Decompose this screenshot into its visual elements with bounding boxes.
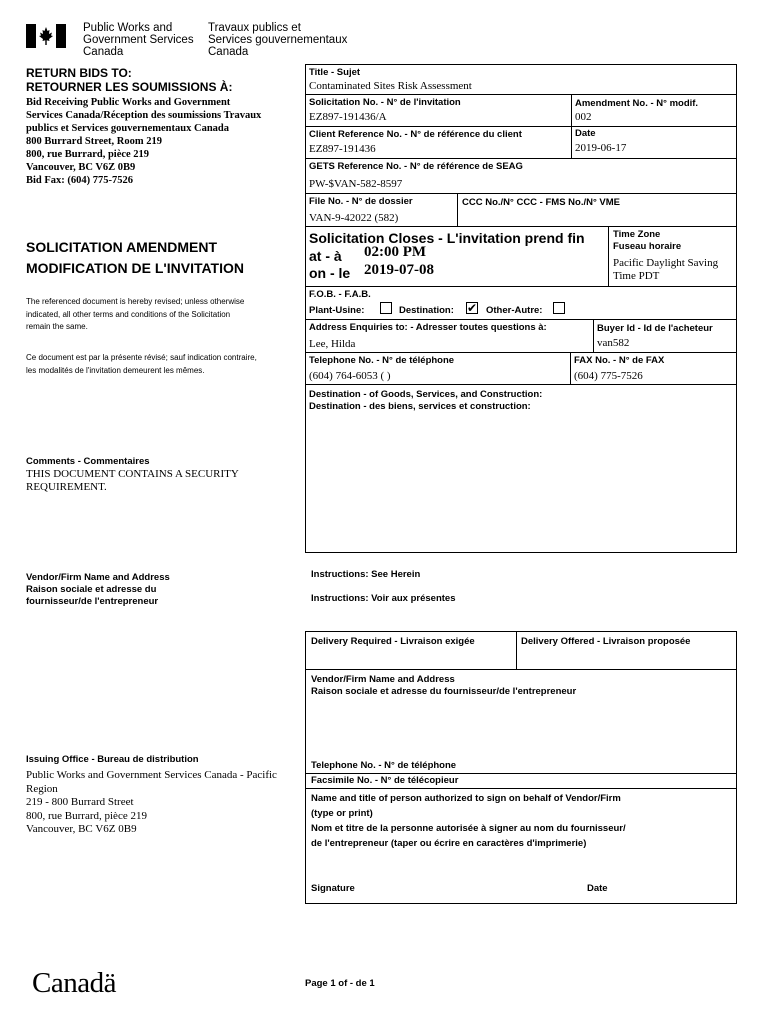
closing-date-value: 2019-07-08 <box>364 262 434 278</box>
file-no-value: VAN-9-42022 (582) <box>309 212 399 224</box>
destination-checkbox[interactable]: ✔ <box>467 301 478 315</box>
closing-on-label: on - le <box>309 265 351 281</box>
instructions-en: Instructions: See Herein <box>311 569 421 580</box>
amendment-no-value: 002 <box>575 111 592 123</box>
client-ref-value: EZ897-191436 <box>309 143 376 155</box>
issuing-office-label: Issuing Office - Bureau de distribution <box>26 754 199 765</box>
department-name-fr: Travaux publics et Services gouvernementaux Canada <box>208 22 348 58</box>
closing-time-value: 02:00 PM <box>364 244 427 260</box>
file-no-label: File No. - N° de dossier <box>309 196 413 207</box>
other-autre-checkbox[interactable] <box>553 302 565 314</box>
fax-value: (604) 775-7526 <box>574 370 643 382</box>
comments-text: THIS DOCUMENT CONTAINS A SECURITY REQUIREMENT. <box>26 468 239 493</box>
signature-label: Signature <box>311 883 355 894</box>
buyer-id-label: Buyer Id - Id de l'acheteur <box>597 323 713 334</box>
issuing-office-address: Public Works and Government Services Canada - Pacific Region 219 - 800 Burrard Street 800, rue Burrard, pièce 219 Vancouver, BC V6Z 0B9 <box>26 769 277 835</box>
title-value: Contaminated Sites Risk Assessment <box>309 80 472 92</box>
vendor-name-address-label: Vendor/Firm Name and Address Raison sociale et adresse du fournisseur/de l'entrepreneur <box>311 674 577 697</box>
client-ref-label: Client Reference No. - N° de référence du client <box>309 129 522 140</box>
canada-flag-icon <box>26 24 66 48</box>
ccc-no-label: CCC No./N° CCC - FMS No./N° VME <box>462 197 621 208</box>
amendment-note-en: The referenced document is hereby revised; unless otherwise indicated, all other terms and conditions of the Solicitation remain the same. <box>26 297 245 331</box>
solicitation-no-value: EZ897-191436/A <box>309 111 387 123</box>
buyer-id-value: van582 <box>597 337 630 349</box>
vendor-telephone-label: Telephone No. - N° de téléphone <box>311 760 457 771</box>
signature-date-label: Date <box>587 883 608 894</box>
time-zone-value: Pacific Daylight Saving Time PDT <box>613 257 719 282</box>
vendor-response-form <box>305 631 737 904</box>
vendor-firm-label: Vendor/Firm Name and Address Raison sociale et adresse du fournisseur/de l'entrepreneur <box>26 572 170 607</box>
return-bids-heading: RETURN BIDS TO: RETOURNER LES SOUMISSIONS À: <box>26 66 233 94</box>
date-label: Date <box>575 128 596 139</box>
solicitation-no-label: Solicitation No. - N° de l'invitation <box>309 97 461 108</box>
gets-ref-label: GETS Reference No. - N° de référence de SEAG <box>309 161 523 172</box>
title-label: Title - Sujet <box>309 67 361 78</box>
address-enquiries-value: Lee, Hilda <box>309 338 356 350</box>
delivery-required-label: Delivery Required - Livraison exigée <box>311 636 475 647</box>
telephone-value: (604) 764-6053 ( ) <box>309 370 391 382</box>
time-zone-label: Time Zone Fuseau horaire <box>613 229 682 252</box>
delivery-offered-label: Delivery Offered - Livraison proposée <box>521 636 691 647</box>
solicitation-closes-label: Solicitation Closes - L'invitation prend fin <box>309 230 585 246</box>
address-enquiries-label: Address Enquiries to: - Adresser toutes questions à: <box>309 322 547 333</box>
amendment-no-label: Amendment No. - N° modif. <box>575 98 699 109</box>
other-autre-label: Other-Autre: <box>486 305 543 316</box>
return-bids-address: Bid Receiving Public Works and Government Services Canada/Réception des soumissions Travaux publics et Services gouvernementaux Canada 800 Burrard Street, Room 219 800, rue Burrard, pièce 219 Vancouver, BC V6Z 0B9 Bid Fax: (604) 775-7526 <box>26 97 262 186</box>
page-number: Page 1 of - de 1 <box>305 978 375 989</box>
gets-ref-value: PW-$VAN-582-8597 <box>309 178 403 190</box>
destination-label: Destination: <box>399 305 454 316</box>
instructions-fr: Instructions: Voir aux présentes <box>311 593 456 604</box>
fob-label: F.O.B. - F.A.B. <box>309 289 371 300</box>
telephone-label: Telephone No. - N° de téléphone <box>309 355 455 366</box>
canada-wordmark-logo: Canadä <box>32 967 116 999</box>
plant-usine-label: Plant-Usine: <box>309 305 365 316</box>
closing-at-label: at - à <box>309 248 342 264</box>
authorized-person-label: Name and title of person authorized to sign on behalf of Vendor/Firm (type or print) Nom et titre de la personne autorisée à signer au nom du fournisseur/ de l'entrepreneur (taper ou écrire en caractères d'imprimerie) <box>311 793 626 849</box>
amendment-note-fr: Ce document est par la présente révisé; sauf indication contraire, les modalités de l'invitation demeurent les mêmes. <box>26 353 257 375</box>
fax-label: FAX No. - N° de FAX <box>574 355 665 366</box>
date-value: 2019-06-17 <box>575 142 627 154</box>
department-name-en: Public Works and Government Services Canada <box>83 22 194 58</box>
solicitation-form <box>305 64 737 553</box>
vendor-facsimile-label: Facsimile No. - N° de télécopieur <box>311 775 459 786</box>
comments-label: Comments - Commentaires <box>26 456 150 467</box>
plant-usine-checkbox[interactable] <box>380 302 392 314</box>
government-header <box>26 22 356 62</box>
amendment-title: SOLICITATION AMENDMENT MODIFICATION DE L'INVITATION <box>26 239 244 276</box>
destination-goods-label: Destination - of Goods, Services, and Construction: Destination - des biens, services et construction: <box>309 389 543 412</box>
